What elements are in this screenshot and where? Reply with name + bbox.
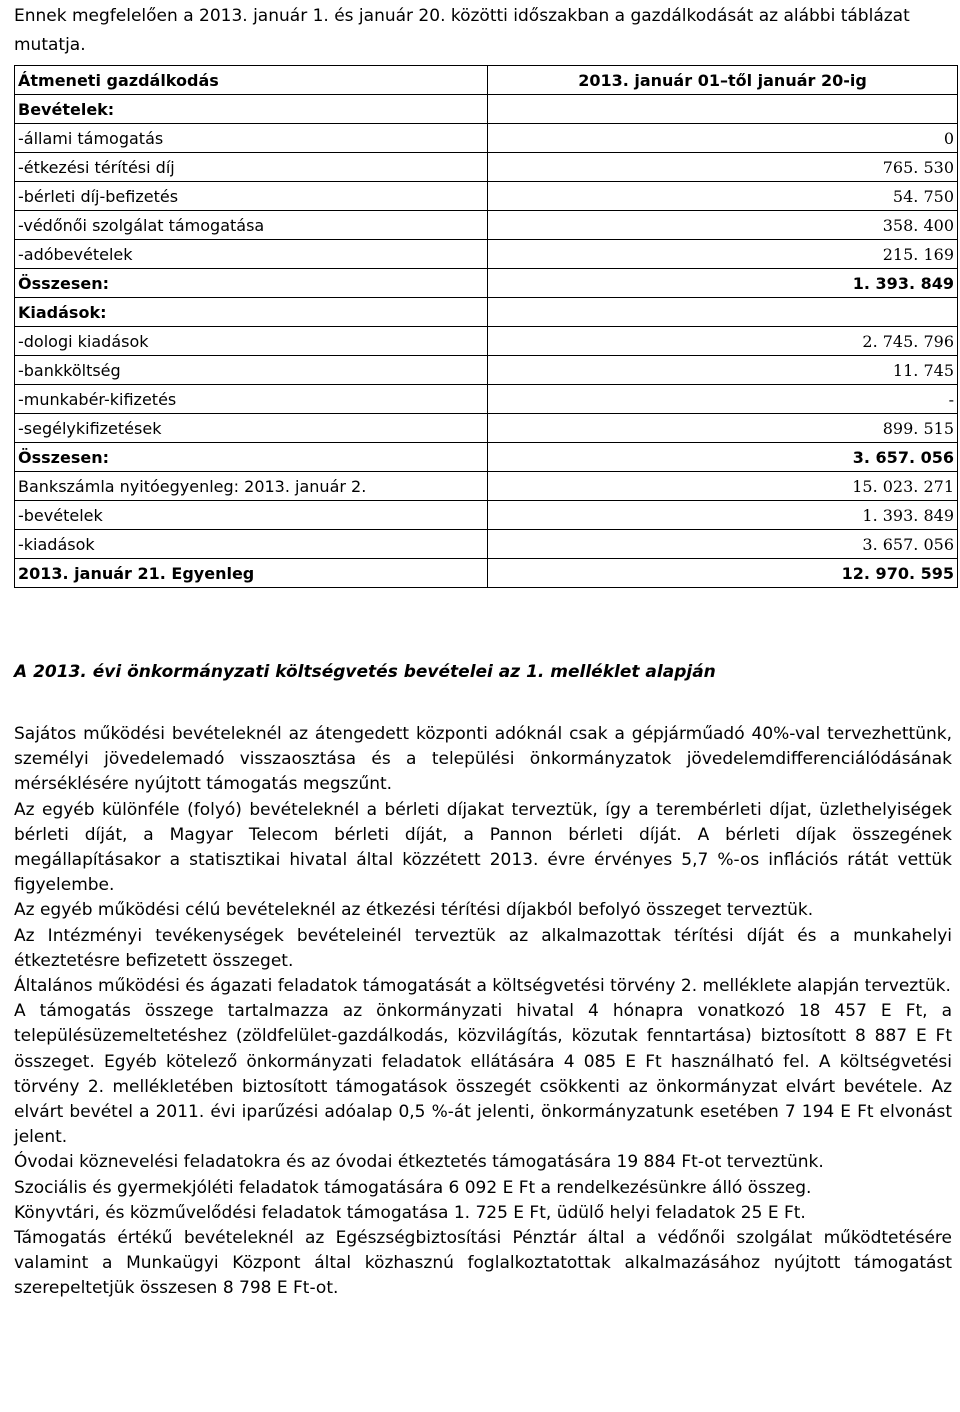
table-row: [15, 414, 958, 443]
transitional-budget-table: [14, 65, 958, 588]
table-row: [15, 211, 958, 240]
paragraph: Könyvtári, és közművelődési feladatok támogatása 1. 725 E Ft, üdülő helyi feladatok 25 E Ft.: [14, 1202, 806, 1223]
table-header-row: [15, 66, 958, 95]
row-value: 215. 169: [488, 240, 958, 269]
paragraph: Szociális és gyermekjóléti feladatok támogatására 6 092 E Ft a rendelkezésünkre álló összeg.: [14, 1177, 812, 1198]
table-row: [15, 240, 958, 269]
table-row: [15, 124, 958, 153]
closing-balance-value: 12. 970. 595: [488, 559, 958, 588]
table-row: [15, 182, 958, 211]
paragraph: Sajátos működési bevételeknél az átengedett központi adóknál csak a gépjárműadó 40%-val tervezhettünk, személyi jövedelemadó visszaosztása és a települési önkormányzatok jövedelemdifferenciálódásának mérséklésére nyújtott támogatás megszűnt.: [14, 724, 952, 795]
table-header-right: 2013. január 01–től január 20-ig: [488, 66, 958, 95]
income-heading: Bevételek:: [15, 95, 488, 124]
table-row: [15, 327, 958, 356]
income-total-value: 1. 393. 849: [488, 269, 958, 298]
row-value: -: [488, 385, 958, 414]
row-label: -bankköltség: [15, 356, 488, 385]
expense-summary-value: 3. 657. 056: [488, 530, 958, 559]
paragraph: Az Intézményi tevékenységek bevételeinél terveztük az alkalmazottak térítési díját és a munkahelyi étkeztetésre befizetett összeget.: [14, 925, 952, 971]
row-value: 765. 530: [488, 153, 958, 182]
row-label: -bérleti díj-befizetés: [15, 182, 488, 211]
paragraph: Támogatás értékű bevételeknél az Egészségbiztosítási Pénztár által a védőnői szolgálat működtetésére valamint a Munkaügyi Központ által közhasznú foglalkoztatottak alkalmazásához nyújtott támogatást szerepeltetjük összesen 8 798 E Ft-ot.: [14, 1228, 952, 1299]
paragraph: Általános működési és ágazati feladatok támogatását a költségvetési törvény 2. melléklete alapján terveztük.: [14, 976, 951, 997]
paragraph: Az egyéb működési célú bevételeknél az étkezési térítési díjakból befolyó összeget terveztük.: [14, 900, 814, 921]
row-value: 2. 745. 796: [488, 327, 958, 356]
row-value: 358. 400: [488, 211, 958, 240]
row-value: 0: [488, 124, 958, 153]
row-label: -segélykifizetések: [15, 414, 488, 443]
intro-text: Ennek megfelelően a 2013. január 1. és január 20. közötti időszakban a gazdálkodását az alábbi táblázat mutatja.: [14, 6, 910, 55]
expense-summary-label: -kiadások: [15, 530, 488, 559]
body-text: [14, 722, 952, 1302]
table-row: [15, 153, 958, 182]
opening-balance-label: Bankszámla nyitóegyenleg: 2013. január 2.: [15, 472, 488, 501]
row-label: -dologi kiadások: [15, 327, 488, 356]
opening-balance-value: 15. 023. 271: [488, 472, 958, 501]
income-summary-value: 1. 393. 849: [488, 501, 958, 530]
closing-balance-label: 2013. január 21. Egyenleg: [15, 559, 488, 588]
row-label: -adóbevételek: [15, 240, 488, 269]
row-label: -étkezési térítési díj: [15, 153, 488, 182]
closing-balance-row: [15, 559, 958, 588]
row-label: -védőnői szolgálat támogatása: [15, 211, 488, 240]
expense-total-row: [15, 443, 958, 472]
table-header-left: Átmeneti gazdálkodás: [15, 66, 488, 95]
paragraph: A támogatás összege tartalmazza az önkormányzati hivatal 4 hónapra vonatkozó 18 457 E Ft, a településüzemeltetéshez (zöldfelület-gazdálkodás, közvilágítás, közutak fenntartása) biztosított 8 887 E Ft összeget. Egyéb kötelező önkormányzati feladatok ellátására 4 085 E Ft használható fel. A költségvetési törvény 2. mellékletében biztosított támogatások összegét csökkenti az önkormányzat elvárt bevétele. Az elvárt bevétel a 2011. évi iparűzési adóalap 0,5 %-át jelenti, önkormányzatunk esetében 7 194 E Ft elvonást jelent.: [14, 1001, 952, 1148]
row-value: 11. 745: [488, 356, 958, 385]
row-value: 54. 750: [488, 182, 958, 211]
row-label: -munkabér-kifizetés: [15, 385, 488, 414]
income-total-row: [15, 269, 958, 298]
paragraph: Óvodai köznevelési feladatokra és az óvodai étkeztetés támogatására 19 884 Ft-ot terveztünk.: [14, 1152, 824, 1173]
income-summary-label: -bevételek: [15, 501, 488, 530]
section-title: A 2013. évi önkormányzati költségvetés bevételei az 1. melléklet alapján: [14, 662, 716, 682]
income-total-label: Összesen:: [15, 269, 488, 298]
opening-balance-row: [15, 472, 958, 501]
table-row: [15, 385, 958, 414]
expense-total-label: Összesen:: [15, 443, 488, 472]
row-value: 899. 515: [488, 414, 958, 443]
expense-total-value: 3. 657. 056: [488, 443, 958, 472]
expense-summary-row: [15, 530, 958, 559]
paragraph: Az egyéb különféle (folyó) bevételeknél a bérleti díjakat terveztük, így a terembérleti díjat, üzlethelyiségek bérleti díját, a Magyar Telecom bérleti díját, a Pannon bérleti díját. A bérleti díjak összegének megállapításakor a statisztikai hivatal által közzétett 2013. évre érvényes 5,7 %-os inflációs rátát vettük figyelembe.: [14, 799, 952, 896]
table-row: [15, 356, 958, 385]
row-label: -állami támogatás: [15, 124, 488, 153]
expense-heading: Kiadások:: [15, 298, 488, 327]
income-heading-row: [15, 95, 958, 124]
income-summary-row: [15, 501, 958, 530]
expense-heading-row: [15, 298, 958, 327]
